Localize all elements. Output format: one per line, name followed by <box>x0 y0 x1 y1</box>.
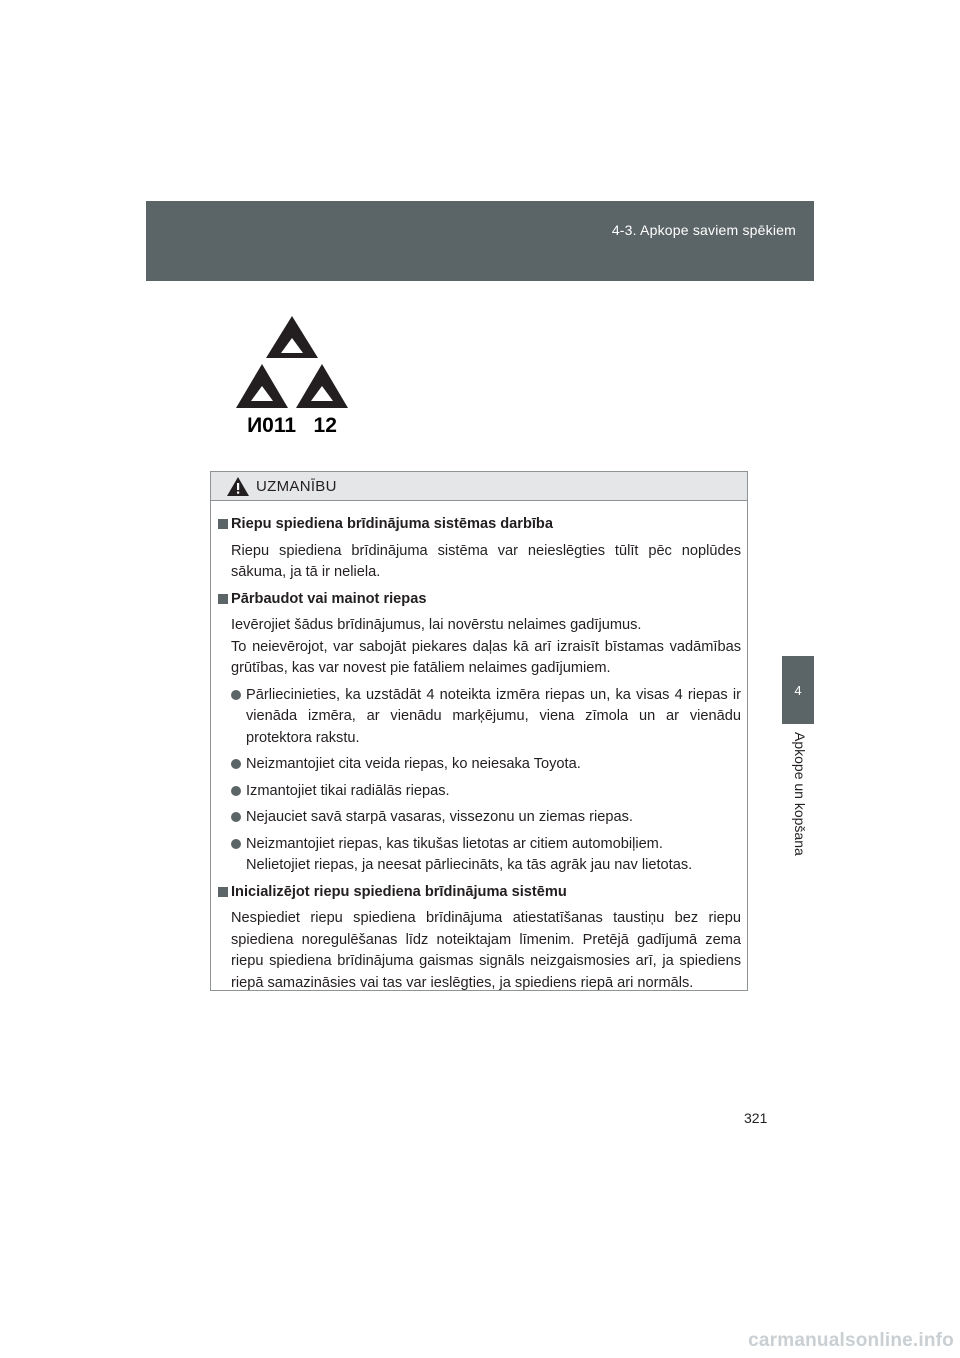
square-bullet-icon <box>218 594 228 604</box>
round-bullet-icon <box>231 839 241 849</box>
list-item: Pārliecinieties, ka uzstādāt 4 noteikta izmēra riepas un, ka visas 4 riepas ir vienāda izmēra, ar vienādu marķējumu, viena zīmola un ar vienādu protektora rakstu. <box>218 685 741 750</box>
section-heading: Pārbaudot vai mainot riepas <box>218 589 741 611</box>
warning-triangle-icon <box>227 477 249 496</box>
tire-symbol-code: И011 12 <box>247 414 337 437</box>
section-heading: Riepu spiediena brīdinājuma sistēmas darbība <box>218 514 741 536</box>
caution-title: UZMANĪBU <box>256 477 337 495</box>
paragraph: To neievērojot, var sabojāt piekares daļas kā arī izraisīt bīstamas vadāmības grūtības, kas var novest pie fatāliem nelaimes gadījumiem. <box>231 638 741 676</box>
paragraph: Ievērojiet šādus brīdinājumus, lai novērstu nelaimes gadījumus. <box>231 617 642 633</box>
chapter-number: 4 <box>794 682 802 698</box>
section-heading: Inicializējot riepu spiediena brīdinājuma sistēmu <box>218 882 741 904</box>
section-title: 4-3. Apkope saviem spēkiem <box>611 222 796 238</box>
list-item: Izmantojiet tikai radiālās riepas. <box>218 781 741 803</box>
paragraph: Riepu spiediena brīdinājuma sistēma var neieslēgties tūlīt pēc noplūdes sākuma, ja tā ir neliela. <box>231 542 741 580</box>
chapter-label: Apkope un kopšana <box>792 732 808 856</box>
square-bullet-icon <box>218 887 228 897</box>
round-bullet-icon <box>231 786 241 796</box>
round-bullet-icon <box>231 759 241 769</box>
header-band <box>146 201 814 281</box>
round-bullet-icon <box>231 812 241 822</box>
caution-header <box>211 472 747 501</box>
watermark[interactable]: carmanualsonline.info <box>748 1330 954 1351</box>
page-number: 321 <box>744 1110 768 1126</box>
tire-triangles-icon <box>232 312 352 438</box>
list-item: Nejauciet savā starpā vasaras, vissezonu un ziemas riepas. <box>218 807 741 829</box>
paragraph: Nespiediet riepu spiediena brīdinājuma atiestatīšanas taustiņu bez riepu spiediena noregulēšanas līdz noteiktajam līmenim. Pretējā gadījumā zema riepu spiediena brīdinājuma gaismas signāls neizgaismosies arī, ja spiediens riepā samazināsies vai tas var ieslēgties, ja spiediens riepā ari normāls. <box>231 910 741 991</box>
caution-box <box>210 471 748 991</box>
round-bullet-icon <box>231 690 241 700</box>
chapter-tab[interactable] <box>782 656 814 724</box>
caution-body <box>211 501 747 994</box>
square-bullet-icon <box>218 519 228 529</box>
list-item: Neizmantojiet cita veida riepas, ko neiesaka Toyota. <box>218 754 741 776</box>
list-item: Neizmantojiet riepas, kas tikušas lietotas ar citiem automobiļiem. Nelietojiet riepas, ja neesat pārliecināts, ka tās agrāk jau nav lietotas. <box>218 834 741 877</box>
